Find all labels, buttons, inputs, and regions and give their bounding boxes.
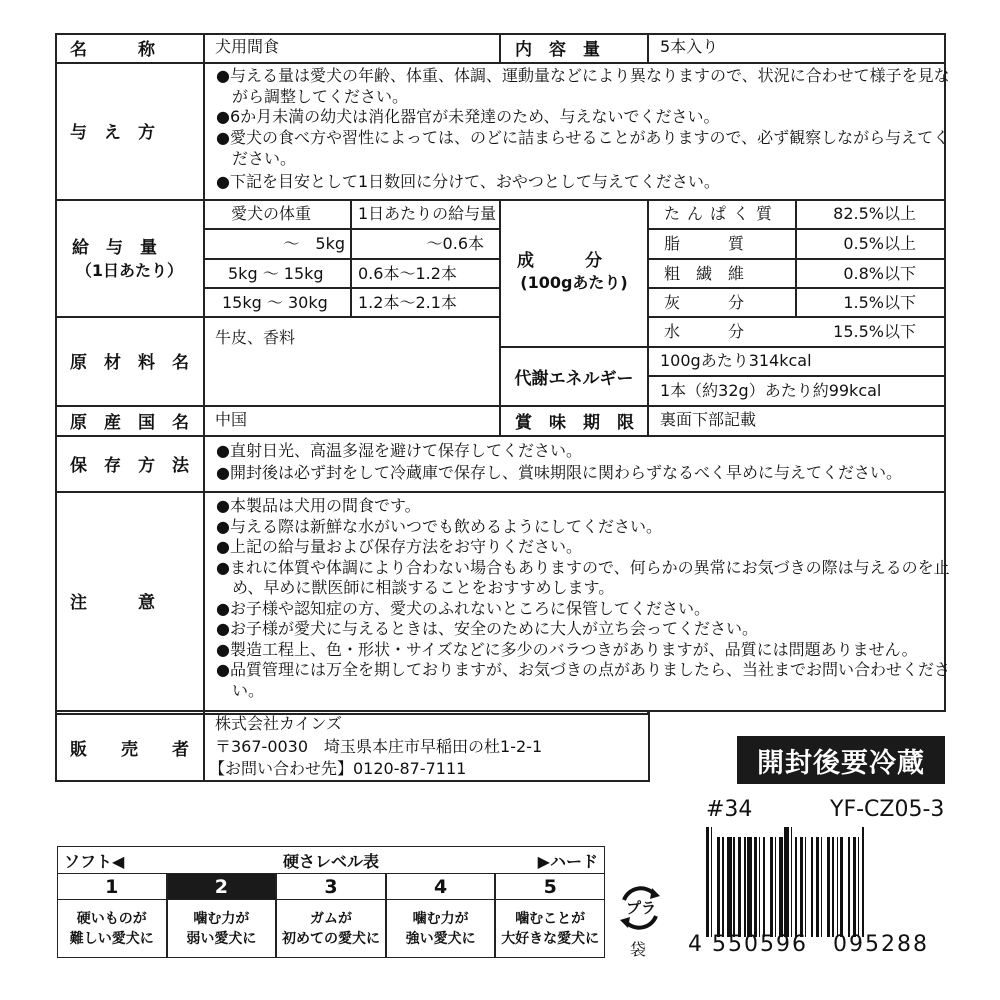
hardness-desc-line2: 強い愛犬に: [405, 930, 476, 947]
seller-contact: 【お問い合わせ先】0120-87-7111: [209, 759, 467, 778]
recycle-mark: [614, 882, 666, 934]
comp-value-5: 15.5%以下: [833, 322, 916, 341]
hardness-desc-line1: 噛む力が: [193, 910, 250, 927]
amount-sublabel: （1日あたり）: [75, 260, 184, 280]
comp-name-2: 脂 質: [664, 234, 745, 253]
comp-value-3: 0.8%以下: [843, 264, 916, 283]
amount-header-weight: 愛犬の体重: [231, 204, 312, 223]
barcode-bar: [759, 837, 761, 937]
barcode-bar: [763, 837, 765, 937]
hardness-desc-5: [495, 900, 605, 958]
amount-weight-1: ～ 5kg: [283, 234, 345, 253]
name-value: 犬用間食: [215, 37, 280, 56]
hardness-level-4: 4: [386, 874, 496, 900]
amount-label: 給 与 量: [72, 237, 157, 258]
expiry-label: 賞 味 期 限: [515, 412, 634, 433]
hardness-hard-label: ▶ハード: [537, 851, 598, 871]
barcode-bar: [744, 837, 746, 937]
barcode-bar: [770, 837, 773, 937]
barcode: [706, 827, 946, 937]
feeding-item-1: ●与える量は愛犬の年齢、体重、体調、運動量などにより異なりますので、状況に合わせて様子を見ながら調整してください。: [216, 66, 950, 106]
barcode-bar: [754, 837, 757, 937]
recycle-caption: 袋: [630, 940, 647, 959]
barcode-bar: [837, 837, 839, 937]
barcode-bar: [805, 837, 807, 937]
hardness-desc-line1: ガムが: [309, 910, 352, 927]
energy-line-2: 1本（約32g）あたり約99kcal: [660, 381, 882, 400]
barcode-bar: [862, 827, 864, 937]
barcode-bar: [711, 827, 713, 937]
feeding-item-4: ●下記を目安として1日数回に分けて、おやつとして与えてください。: [216, 172, 720, 191]
barcode-bar: [733, 837, 735, 937]
seller-label: 販 売 者: [70, 739, 189, 760]
hardness-desc-3: [276, 900, 386, 958]
barcode-bar: [853, 837, 856, 937]
ingredients-label: 原 材 料 名: [70, 352, 189, 373]
barcode-bar: [706, 827, 709, 937]
caution-item-2: ●与える際は新鮮な水がいつでも飲めるようにしてください。: [216, 516, 662, 536]
origin-label: 原 産 国 名: [70, 412, 189, 433]
hardness-level-1: 1: [57, 874, 167, 900]
hardness-desc-line1: 硬いものが: [76, 910, 147, 927]
barcode-lead-digit: 4: [688, 932, 702, 957]
hardness-desc-line2: 難しい愛犬に: [69, 930, 154, 947]
comp-name-1: たんぱく質: [664, 204, 780, 223]
amount-weight-2: 5kg ～ 15kg: [228, 264, 324, 283]
comp-name-5: 水 分: [664, 322, 745, 341]
barcode-group-1: 550596: [712, 932, 808, 957]
hardness-table: [57, 846, 605, 961]
caution-item-8: ●品質管理には万全を期しておりますが、お気づきの点がありましたら、当社までお問い合わせください。: [216, 660, 950, 700]
caution-item-3: ●上記の給与量および保存方法をお守りください。: [216, 537, 582, 556]
composition-sublabel: (100gあたり): [520, 272, 628, 292]
barcode-bars: [706, 827, 946, 937]
content-label: 内 容 量: [515, 40, 600, 60]
caution-item-7: ●製造工程上、色・形状・サイズなどに多少のバラつきがありますが、品質には問題ありません。: [216, 639, 918, 659]
barcode-bar: [717, 837, 720, 937]
caution-item-1: ●本製品は犬用の間食です。: [216, 496, 421, 515]
feeding-label: 与 え 方: [70, 123, 155, 143]
amount-label-block: [60, 228, 195, 288]
comp-value-1: 82.5%以上: [833, 204, 916, 223]
amount-value-3: 1.2本～2.1本: [358, 293, 457, 312]
hardness-desc-line2: 初めての愛犬に: [281, 930, 380, 947]
barcode-bar: [848, 837, 850, 937]
hardness-desc-line2: 弱い愛犬に: [186, 930, 257, 947]
hardness-desc-line2: 大好きな愛犬に: [501, 930, 600, 947]
barcode-bar: [791, 827, 793, 937]
feeding-item-3: ●愛犬の食べ方や習性によっては、のどに詰まらせることがありますので、必ず観察しながら与えてください。: [216, 128, 950, 168]
barcode-bar: [827, 837, 830, 937]
hardness-desc-line1: 噛む力が: [412, 910, 469, 927]
barcode-bar: [775, 837, 777, 937]
barcode-bar: [840, 837, 843, 937]
comp-value-2: 0.5%以上: [843, 234, 916, 253]
storage-label: 保 存 方 法: [70, 455, 189, 476]
product-number: #34: [706, 797, 753, 822]
expiry-value: 裏面下部記載: [660, 410, 757, 429]
hardness-level-2: 2: [167, 874, 277, 900]
hardness-desc-line1: 噛むことが: [515, 910, 586, 927]
hardness-title: 硬さレベル表: [282, 851, 379, 871]
amount-value-1: ～0.6本: [426, 234, 484, 253]
caution-list: [216, 496, 950, 701]
comp-name-4: 灰 分: [664, 293, 745, 312]
comp-name-3: 粗 繊 維: [664, 264, 745, 283]
caution-item-5: ●お子様や認知症の方、愛犬のふれないところに保管してください。: [216, 598, 710, 618]
product-code: YF-CZ05-3: [830, 797, 945, 822]
comp-value-4: 1.5%以下: [843, 293, 916, 312]
barcode-bar: [800, 837, 803, 937]
barcode-bar: [821, 837, 823, 937]
hardness-desc-2: [167, 900, 277, 958]
barcode-bar: [727, 837, 732, 937]
caution-item-6: ●お子様が愛犬に与えるときは、安全のために大人が立ち会ってください。: [216, 619, 758, 638]
origin-value: 中国: [215, 410, 248, 429]
barcode-bar: [779, 837, 782, 937]
composition-label: 成 分: [517, 250, 602, 271]
amount-value-2: 0.6本～1.2本: [358, 264, 457, 283]
barcode-group-2: 095288: [833, 932, 929, 957]
barcode-bar: [722, 837, 724, 937]
hardness-level-5: 5: [495, 874, 605, 900]
energy-line-1: 100gあたり314kcal: [660, 351, 812, 370]
hardness-desc-1: [57, 900, 167, 958]
ingredients-value: 牛皮、香料: [215, 328, 296, 347]
barcode-bar: [832, 837, 834, 937]
amount-weight-3: 15kg ～ 30kg: [222, 293, 328, 312]
hardness-soft-label: ソフト◀: [64, 851, 125, 871]
barcode-bar: [816, 837, 819, 937]
seller-address: 〒367-0030 埼玉県本庄市早稲田の杜1-2-1: [215, 737, 543, 756]
composition-label-block: [505, 245, 643, 295]
hardness-level-3: 3: [276, 874, 386, 900]
energy-label: 代謝エネルギー: [514, 368, 634, 389]
name-label: 名 称: [70, 40, 155, 60]
amount-header-amount: 1日あたりの給与量: [358, 204, 497, 223]
storage-item-2: ●開封後は必ず封をして冷蔵庫で保存し、賞味期限に関わらずなるべく早めに与えてください。: [216, 463, 902, 482]
barcode-bar: [858, 837, 860, 937]
caution-label: 注 意: [70, 593, 155, 613]
barcode-bar: [738, 837, 741, 937]
feeding-item-2: ●6か月未満の幼犬は消化器官が未発達のため、与えないでください。: [216, 107, 720, 126]
barcode-bar: [784, 827, 789, 937]
content-value: 5本入り: [660, 37, 719, 56]
barcode-bar: [811, 837, 813, 937]
seller-company: 株式会社カインズ: [215, 714, 343, 733]
caution-item-4: ●まれに体質や体調により合わない場合もありますので、何らかの異常にお気づきの際は与えるのを止め、早めに獣医師に相談することをおすすめします。: [216, 557, 950, 597]
refrigerate-badge: 開封後要冷蔵: [737, 736, 945, 784]
barcode-bar: [795, 837, 797, 937]
hardness-header: [57, 846, 605, 874]
barcode-bar: [747, 837, 752, 937]
recycle-mark-text: プラ: [626, 899, 657, 917]
storage-item-1: ●直射日光、高温多湿を避けて保存してください。: [216, 441, 582, 460]
hardness-desc-4: [386, 900, 496, 958]
